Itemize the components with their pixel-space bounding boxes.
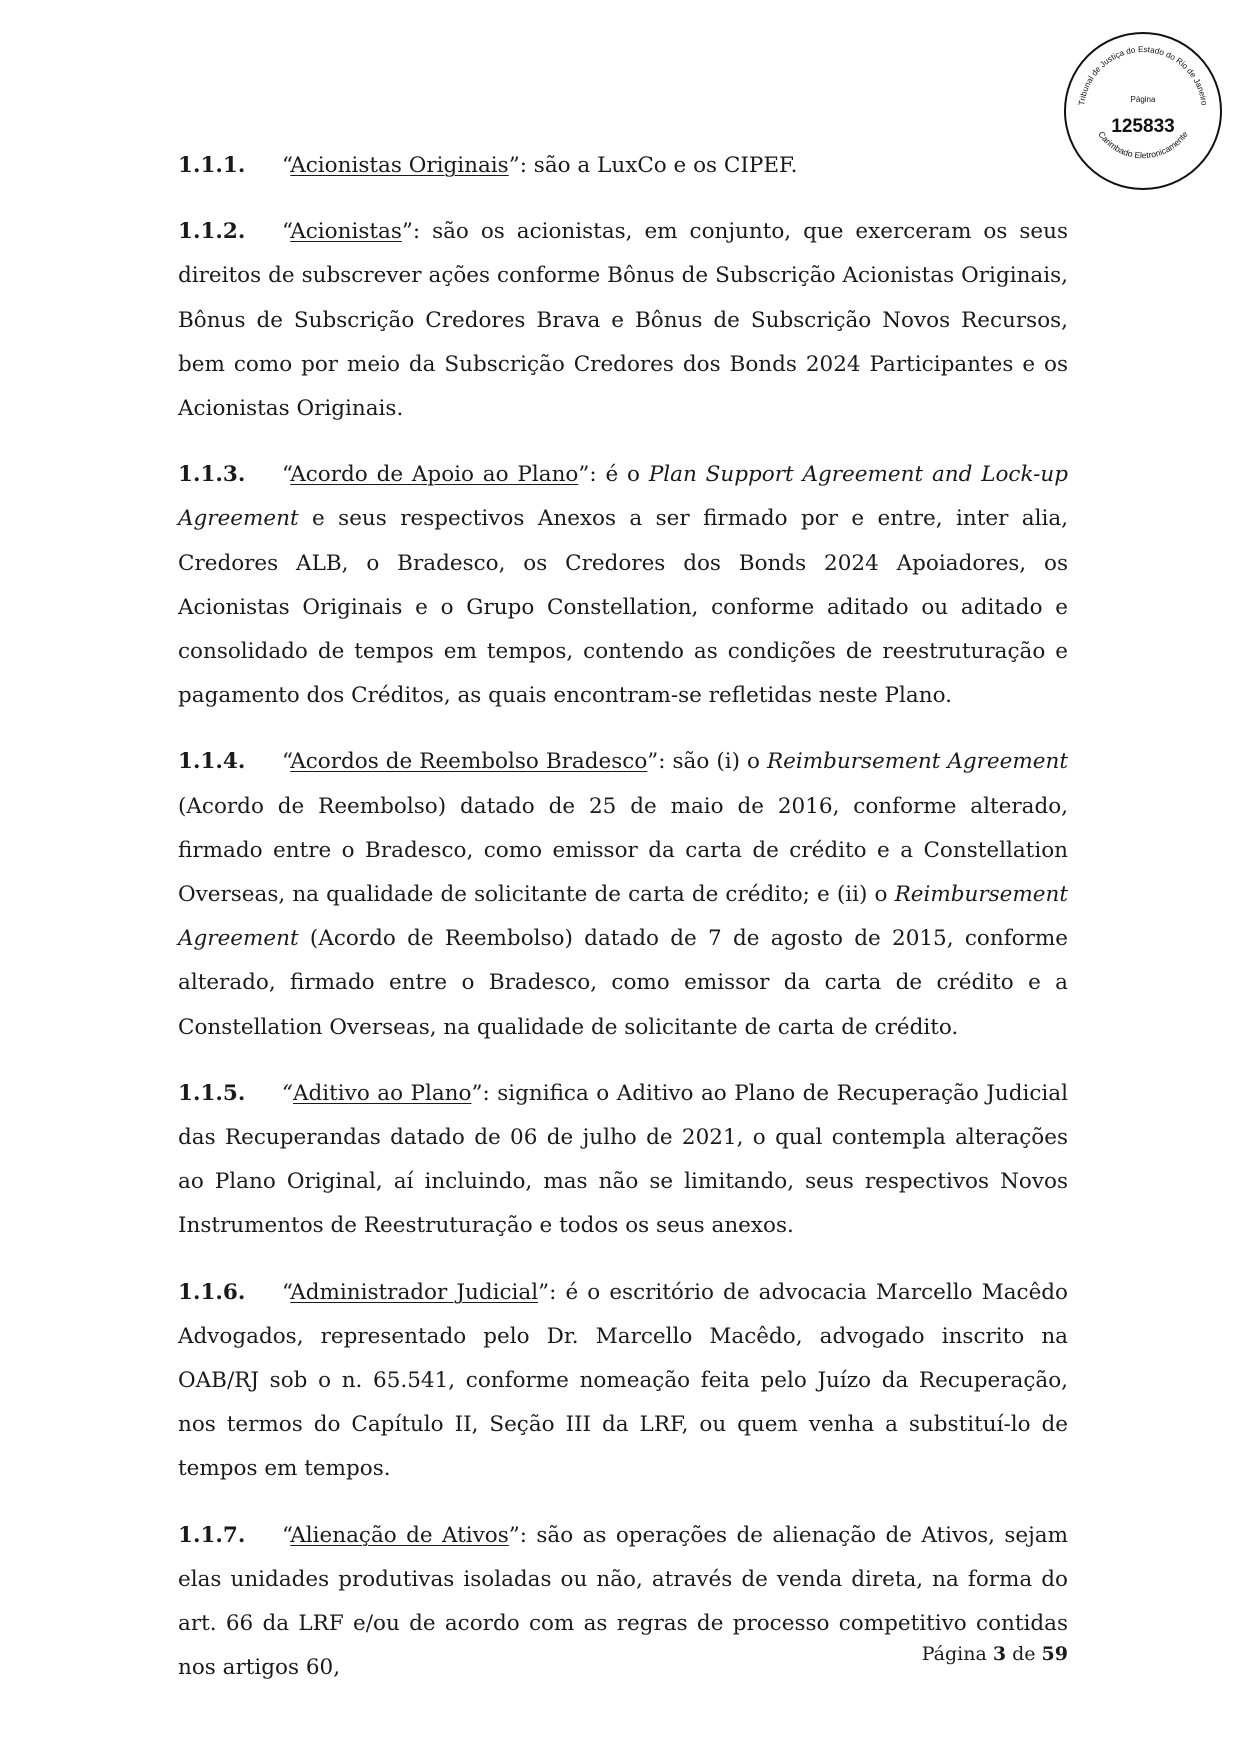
stamp-page-number: 125833 <box>1111 116 1175 137</box>
clause-1-1-5: 1.1.5. “Aditivo ao Plano”: significa o Aditivo ao Plano de Recuperação Judicial das Recuperandas datado de 06 de julho de 2021, o qual contempla alterações ao Plano Original, aí incluindo, mas não se limitando, seus respectivos Novos Instrumentos de Reestruturação e todos os seus anexos. <box>178 1072 1068 1249</box>
clause-number: 1.1.1. <box>178 153 246 178</box>
defined-term: Acionistas Originais <box>290 153 509 178</box>
clause-number: 1.1.4. <box>178 749 246 775</box>
document-body <box>178 144 1068 1713</box>
clause-italic-text: Plan Support Agreement and Lock-up Agreement <box>178 462 1069 532</box>
footer-current-page: 3 <box>992 1643 1007 1665</box>
page-footer <box>778 1640 1068 1668</box>
defined-term: Acordo de Apoio ao Plano <box>290 462 579 488</box>
clause-number: 1.1.2. <box>178 219 246 245</box>
clause-text: : são a LuxCo e os CIPEF. <box>519 153 798 178</box>
defined-term: Aditivo ao Plano <box>293 1080 472 1106</box>
defined-term: Acionistas <box>290 219 402 245</box>
clause-text: : é o <box>589 462 649 488</box>
stamp-label: Página <box>1130 95 1156 104</box>
clause-number: 1.1.7. <box>178 1522 246 1548</box>
defined-term: Alienação de Ativos <box>290 1522 509 1548</box>
footer-middle: de <box>1006 1643 1042 1665</box>
clause-text: (Acordo de Reembolso) datado de 25 de maio de 2016, conforme alterado, firmado entre o Bradesco, como emissor da carta de crédito e a Constellation Overseas, na qualidade de solicitante de carta de crédito; e (ii) o <box>178 793 1068 908</box>
clause-number: 1.1.3. <box>178 462 246 488</box>
defined-term: Acordos de Reembolso Bradesco <box>290 749 648 775</box>
clause-text: : significa o Aditivo ao Plano de Recuperação Judicial das Recuperandas datado de 06 de julho de 2021, o qual contempla alterações ao Plano Original, aí incluindo, mas não se limitando, seus respectivos Novos Instrumentos de Reestruturação e todos os seus anexos. <box>178 1080 1069 1239</box>
clause-number: 1.1.5. <box>178 1080 246 1106</box>
clause-number: 1.1.6. <box>178 1279 246 1305</box>
clause-text: : são os acionistas, em conjunto, que exerceram os seus direitos de subscrever ações conforme Bônus de Subscrição Acionistas Originais, Bônus de Subscrição Credores Brava e Bônus de Subscrição Novos Recursos, bem como por meio da Subscrição Credores dos Bonds 2024 Participantes e os Acionistas Originais. <box>178 219 1068 422</box>
court-stamp <box>1062 30 1224 192</box>
clause-text: : são (i) o <box>658 749 767 775</box>
clause-text: (Acordo de Reembolso) datado de 7 de agosto de 2015, conforme alterado, firmado entre o Bradesco, como emissor da carta de crédito e a Constellation Overseas, na qualidade de solicitante de carta de crédito. <box>178 926 1068 1040</box>
clause-1-1-6: 1.1.6. “Administrador Judicial”: é o escritório de advocacia Marcello Macêdo Advogados, representado pelo Dr. Marcello Macêdo, advogado inscrito na OAB/RJ sob o n. 65.541, conforme nomeação feita pelo Juízo da Recuperação, nos termos do Capítulo II, Seção III da LRF, ou quem venha a substituí-lo de tempos em tempos. <box>178 1271 1068 1492</box>
clause-1-1-3: 1.1.3. “Acordo de Apoio ao Plano”: é o Plan Support Agreement and Lock-up Agreement e seus respectivos Anexos a ser firmado por e entre, inter alia, Credores ALB, o Bradesco, os Credores dos Bonds 2024 Apoiadores, os Acionistas Originais e o Grupo Constellation, conforme aditado ou aditado e consolidado de tempos em tempos, contendo as condições de reestruturação e pagamento dos Créditos, as quais encontram-se refletidas neste Plano. <box>178 453 1068 718</box>
clause-text: : é o escritório de advocacia Marcello Macêdo Advogados, representado pelo Dr. Marcello Macêdo, advogado inscrito na OAB/RJ sob o n. 65.541, conforme nomeação feita pelo Juízo da Recuperação, nos termos do Capítulo II, Seção III da LRF, ou quem venha a substituí-lo de tempos em tempos. <box>178 1279 1068 1482</box>
clause-italic-text: Reimbursement Agreement <box>766 749 1068 775</box>
clause-1-1-7: 1.1.7. “Alienação de Ativos”: são as operações de alienação de Ativos, sejam elas unidades produtivas isoladas ou não, através de venda direta, na forma do art. 66 da LRF e/ou de acordo com as regras de processo competitivo contidas nos artigos 60, <box>178 1514 1068 1691</box>
stamp-top-text: Tribunal de Justiça do Estado do Rio de Janeiro <box>1077 44 1209 106</box>
defined-term: Administrador Judicial <box>290 1279 539 1305</box>
clause-1-1-4: 1.1.4. “Acordos de Reembolso Bradesco”: são (i) o Reimbursement Agreement (Acordo de Reembolso) datado de 25 de maio de 2016, conforme alterado, firmado entre o Bradesco, como emissor da carta de crédito e a Constellation Overseas, na qualidade de solicitante de carta de crédito; e (ii) o Reimbursement Agreement (Acordo de Reembolso) datado de 7 de agosto de 2015, conforme alterado, firmado entre o Bradesco, como emissor da carta de crédito e a Constellation Overseas, na qualidade de solicitante de carta de crédito. <box>178 740 1068 1049</box>
clause-text: e seus respectivos Anexos a ser firmado por e entre, inter alia, Credores ALB, o Bradesco, os Credores dos Bonds 2024 Apoiadores, os Acionistas Originais e o Grupo Constellation, conforme aditado ou aditado e consolidado de tempos em tempos, contendo as condições de reestruturação e pagamento dos Créditos, as quais encontram-se refletidas neste Plano. <box>178 506 1068 709</box>
clause-1-1-1: 1.1.1. “Acionistas Originais”: são a LuxCo e os CIPEF. <box>178 144 1068 188</box>
clause-1-1-2: 1.1.2. “Acionistas”: são os acionistas, em conjunto, que exerceram os seus direitos de subscrever ações conforme Bônus de Subscrição Acionistas Originais, Bônus de Subscrição Credores Brava e Bônus de Subscrição Novos Recursos, bem como por meio da Subscrição Credores dos Bonds 2024 Participantes e os Acionistas Originais. <box>178 210 1068 431</box>
stamp-bottom-text: Carimbado Eletronicamente <box>1096 129 1190 161</box>
footer-total-pages: 59 <box>1041 1643 1068 1665</box>
footer-prefix: Página <box>921 1643 993 1665</box>
clause-text: : são as operações de alienação de Ativos, sejam elas unidades produtivas isoladas ou não, através de venda direta, na forma do art. 66 da LRF e/ou de acordo com as regras de processo competitivo contidas nos artigos 60, <box>178 1522 1068 1681</box>
clause-italic-text: Reimbursement Agreement <box>178 882 1068 952</box>
